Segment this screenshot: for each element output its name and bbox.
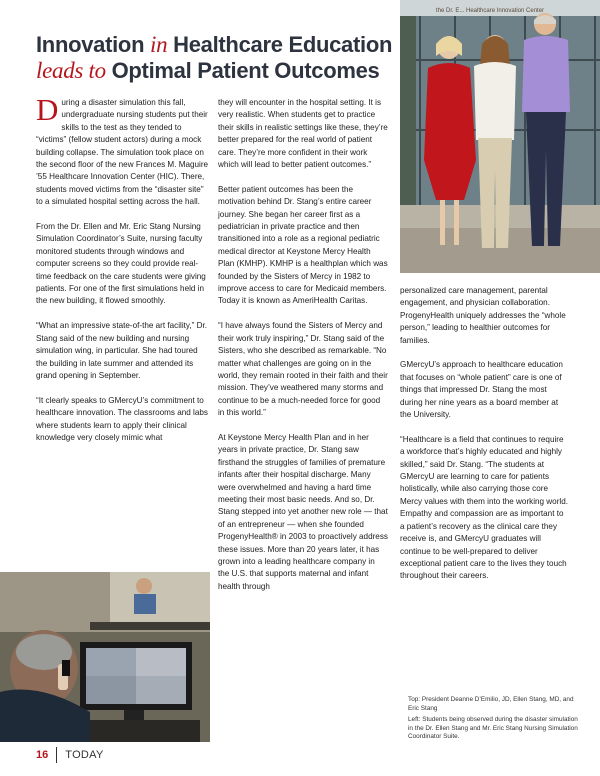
drop-cap: D [36, 92, 59, 127]
paragraph: “What an impressive state-of-the art facility,” Dr. Stang said of the new building and nursing simulation wing, in particular. She had toured the building in late summer and attended its grand opening in September. [36, 321, 207, 380]
photo-simulation-observation [0, 572, 210, 742]
photo-captions [408, 696, 578, 745]
page-number: 16 [36, 749, 49, 761]
headline-line-1: Innovation in Healthcare Education [36, 32, 393, 57]
paragraph: GMercyU’s approach to healthcare education that focuses on “whole patient” care is one of things that impressed Dr. Stang the most during her nine years as a board member at the University. [400, 360, 563, 420]
paragraph: From the Dr. Ellen and Mr. Eric Stang Nursing Simulation Coordinator’s Suite, nursing faculty monitored students through windows and computer screens so they could provide real-time feedback on the care students were giving patients. For one of the first simulations held in the new building, it flowed smoothly. [36, 222, 206, 306]
article-column-1 [36, 92, 210, 457]
article-column-2 [218, 97, 388, 606]
paragraph: personalized care management, parental engagement, and physician collaboration. ProgenyHealth uniquely addresses the “whole person,” leading to healthier outcomes for families. [400, 286, 566, 345]
article-headline [36, 32, 406, 84]
paragraph: “Healthcare is a field that continues to require a workforce that’s highly educated and highly skilled,” said Dr. Stang. “The students at GMercyU are learning to care for patients holistically, while also carrying those core Mercy values with them into the working world. Empathy and compassion are as important to a patient’s recovery as the clinical care they receive is, and GMercyU graduates will continue to be well-prepared to deliver exceptional patient care to the lives they touch throughout their careers. [400, 434, 568, 581]
caption-top: Top: President Deanne D’Emilio, JD, Ellen Stang, MD, and Eric Stang [408, 696, 574, 712]
photo-stang-emilio-portrait [400, 0, 600, 273]
paragraph: “I have always found the Sisters of Mercy and their work truly inspiring,” Dr. Stang said of the Sisters, who she described as remarkable. “No matter what challenges are going on in the world, they remain rooted in their faith and their mission. They’ve weathered many storms and continue to be a much-needed force for good in this world.” [218, 321, 388, 418]
magazine-name: TODAY [65, 749, 104, 761]
caption-left: Left: Students being observed during the disaster simulation in the Dr. Ellen Stang and Mr. Eric Stang Nursing Simulation Coordinator Suite. [408, 716, 578, 741]
headline-line-2: leads to Optimal Patient Outcomes [36, 58, 380, 83]
footer-divider [56, 747, 57, 763]
paragraph: they will encounter in the hospital setting. It is very realistic. When students get to practice their skills in realistic settings like these, they’re better prepared for the real world of patient care. They’re more confident in their work which will lead to better patient outcomes.” [218, 98, 388, 170]
paragraph: During a disaster simulation this fall, undergraduate nursing students put their skills to the test as they tended to “victims” (fellow student actors) during a mock building collapse. The simulation took place on the second floor of the new Frances M. Maguire ’55 Healthcare Innovation Center (HIC). There, students moved victims from the “disaster site” to a simulated hospital setting across the hall. [36, 92, 209, 207]
paragraph: “It clearly speaks to GMercyU’s commitment to healthcare innovation. The classrooms and labs where students learn to apply their clinical knowledge very closely mimic what [36, 395, 208, 442]
paragraph: Better patient outcomes has been the motivation behind Dr. Stang’s entire career journey. She began her career first as a pediatrician in private practice and then transitioned into a role as a regional pediatric medical director at Keystone Mercy Health Plan (KMHP). KMHP is a healthplan which was founded by the Sisters of Mercy in 1982 to improve access to care for Medicaid members. Today it is known as AmeriHealth Caritas. [218, 184, 388, 306]
page-footer [36, 746, 104, 764]
article-column-3 [400, 285, 570, 595]
paragraph: At Keystone Mercy Health Plan and in her years in private practice, Dr. Stang saw firsthand the struggles of families of premature infants after their hospital discharge. Many were overwhelmed and having a hard time meeting their most basic needs. And so, Dr. Stang stepped into yet another new role — that of an entrepreneur — when she founded ProgenyHealth® in 2003 to proactively address these issues. More than 20 years later, it has grown into a leading healthcare company in the U.S. that supports maternal and infant health through [218, 432, 388, 591]
building-sign: the Dr. E... Healthcare Innovation Center [436, 8, 545, 14]
